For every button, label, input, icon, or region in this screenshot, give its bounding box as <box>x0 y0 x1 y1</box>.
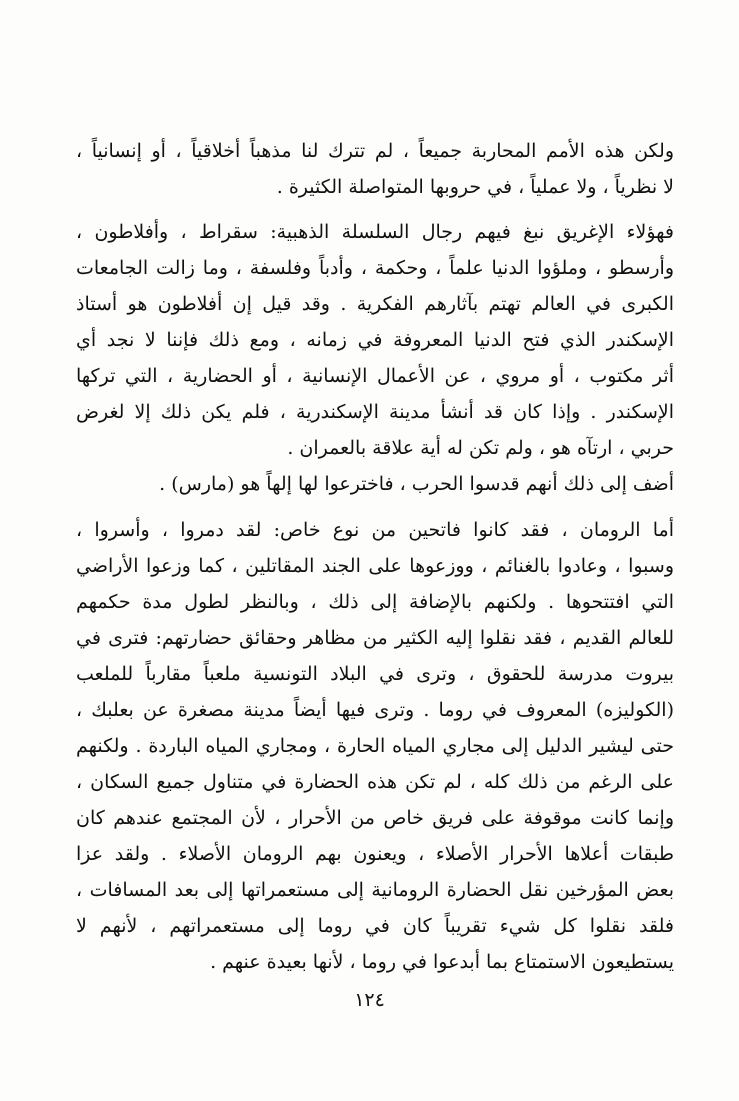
paragraph-2-line-2: وأرسطو ، وملؤوا الدنيا علماً ، وحكمة ، وأدباً وفلسفة ، وما زالت الجامعات <box>76 257 674 279</box>
paragraph-4-line-13: يستطيعون الاستمتاع بما أبدعوا في روما ، لأنها بعيدة عنهم . <box>210 951 674 973</box>
paragraph-1-line-2: لا نظرياً ، ولا عملياً ، في حروبها المتواصلة الكثيرة . <box>276 176 674 198</box>
paragraph-3-line-1: أضف إلى ذلك أنهم قدسوا الحرب ، فاخترعوا لها إلهاً هو (مارس) . <box>159 473 674 495</box>
paragraph-4-line-3: التي افتتحوها . ولكنهم بالإضافة إلى ذلك ، وبالنظر لطول مدة حكمهم <box>76 591 674 613</box>
paragraph-3 <box>76 466 674 502</box>
paragraph-2-line-6: الإسكندر . وإذا كان قد أنشأ مدينة الإسكندرية ، فلم يكن ذلك إلا لغرض <box>76 401 674 423</box>
paragraph-4-line-9: وإنما كانت موقوفة على فريق خاص من الأحرار ، لأن المجتمع عندهم كان <box>76 807 674 829</box>
paragraph-4 <box>76 512 674 980</box>
paragraph-4-line-2: وسبوا ، وعادوا بالغنائم ، ووزعوها على الجند المقاتلين ، كما وزعوا الأراضي <box>76 555 674 577</box>
paragraph-4-line-4: للعالم القديم ، فقد نقلوا إليه الكثير من مظاهر وحقائق حضارتهم: فترى في <box>76 627 674 649</box>
paragraph-4-line-6: (الكوليزه) المعروف في روما . وترى فيها أيضاً مدينة مصغرة عن بعلبك ، <box>76 699 674 721</box>
paragraph-4-line-8: على الرغم من ذلك كله ، لم تكن هذه الحضارة في متناول جميع السكان ، <box>76 771 674 793</box>
paragraph-2 <box>76 214 674 466</box>
paragraph-4-line-5: بيروت مدرسة للحقوق ، وترى في البلاد التونسية ملعباً مقارباً للملعب <box>76 663 674 685</box>
paragraph-1-line-1: ولكن هذه الأمم المحاربة جميعاً ، لم تترك لنا مذهباً أخلاقياً ، أو إنسانياً ، <box>76 140 674 162</box>
paragraph-4-line-12: فلقد نقلوا كل شيء تقريباً كان في روما إلى مستعمراتهم ، لأنهم لا <box>76 915 674 937</box>
paragraph-4-line-1: أما الرومان ، فقد كانوا فاتحين من نوع خاص: لقد دمروا ، وأسروا ، <box>76 519 674 541</box>
paragraph-2-line-1: فهؤلاء الإغريق نبغ فيهم رجال السلسلة الذهبية: سقراط ، وأفلاطون ، <box>76 221 674 243</box>
paragraph-2-line-4: الإسكندر الذي فتح الدنيا المعروفة في زمانه ، ومع ذلك فإننا لا نجد أي <box>76 329 674 351</box>
paragraph-4-line-10: طبقات أعلاها الأحرار الأصلاء ، ويعنون بهم الرومان الأصلاء . ولقد عزا <box>76 843 674 865</box>
paragraph-2-line-5: أثر مكتوب ، أو مروي ، عن الأعمال الإنسانية ، أو الحضارية ، التي تركها <box>76 365 674 387</box>
paragraph-4-line-11: بعض المؤرخين نقل الحضارة الرومانية إلى مستعمراتها إلى بعد المسافات ، <box>76 879 674 901</box>
page-number: ١٢٤ <box>354 989 385 1011</box>
paragraph-4-line-7: حتى ليشير الدليل إلى مجاري المياه الحارة ، ومجاري المياه الباردة . ولكنهم <box>76 735 674 757</box>
paragraph-1 <box>76 133 674 205</box>
paragraph-2-line-3: الكبرى في العالم تهتم بآثارهم الفكرية . وقد قيل إن أفلاطون هو أستاذ <box>76 293 674 315</box>
paragraph-2-line-7: حربي ، ارتآه هو ، ولم تكن له أية علاقة بالعمران . <box>287 437 674 459</box>
